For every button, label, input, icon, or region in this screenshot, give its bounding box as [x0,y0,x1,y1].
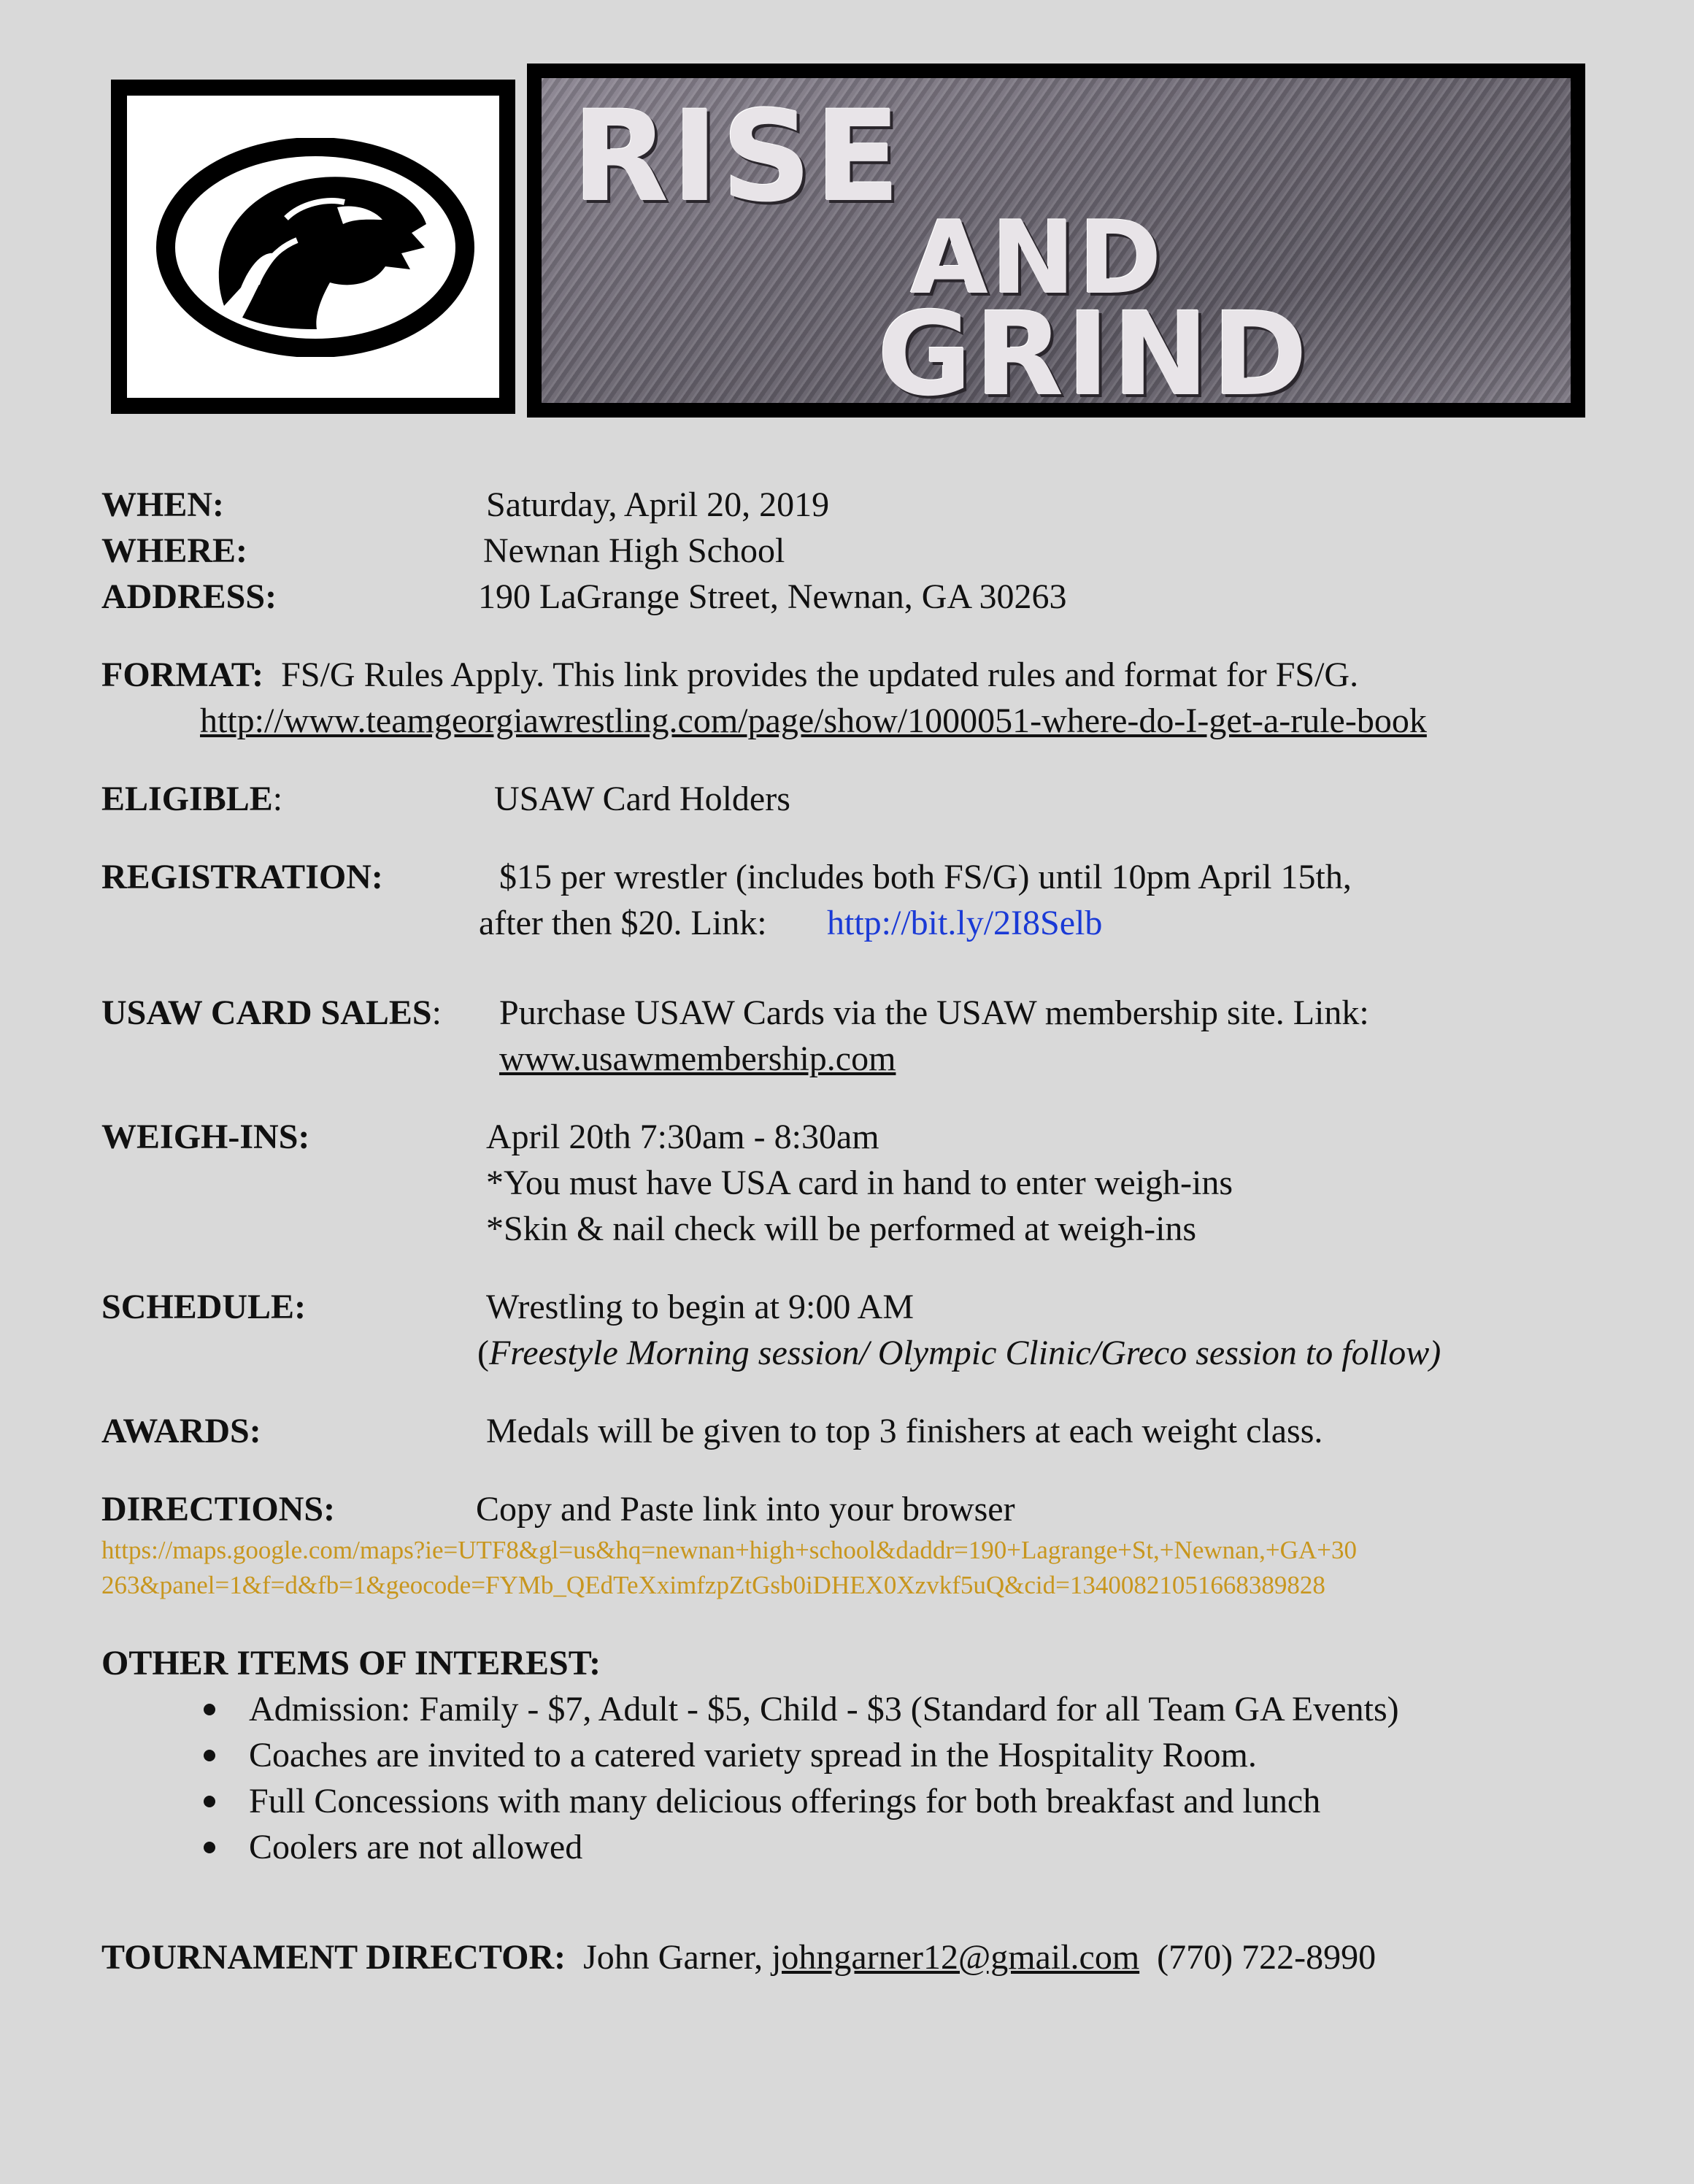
registration-line1: $15 per wrestler (includes both FS/G) until 10pm April 15th, [499,858,1352,896]
director-email[interactable]: johngarner12@gmail.com [771,1938,1140,1977]
panther-logo [111,80,515,414]
where-label: WHERE: [101,531,248,570]
address-label: ADDRESS: [101,577,277,616]
list-item: Admission: Family - $7, Adult - $5, Child - $3 (Standard for all Team GA Events) [249,1690,1399,1729]
directions-value: Copy and Paste link into your browser [476,1490,1015,1529]
director-label: TOURNAMENT DIRECTOR: [101,1938,566,1977]
weigh-ins-line3: *Skin & nail check will be performed at weigh-ins [486,1210,1197,1248]
bullet-icon [204,1796,215,1807]
awards-label: AWARDS: [101,1412,261,1450]
eligible-colon: : [272,780,283,818]
schedule-line1: Wrestling to begin at 9:00 AM [486,1288,915,1326]
weigh-ins-line1: April 20th 7:30am - 8:30am [486,1118,879,1156]
awards-value: Medals will be given to top 3 finishers at each weight class. [486,1412,1323,1450]
eligible-label: ELIGIBLE [101,780,273,818]
schedule-line2: Freestyle Morning session/ Olympic Clinic/Greco session to follow) [488,1334,1441,1372]
banner-and: AND [910,199,1165,317]
format-value: FS/G Rules Apply. This link provides the updated rules and format for FS/G. [281,655,1359,694]
bullet-icon [204,1704,215,1715]
registration-link[interactable]: http://bit.ly/2I8Selb [827,904,1103,942]
eligible-value: USAW Card Holders [494,780,790,818]
other-items-label: OTHER ITEMS OF INTEREST: [101,1644,601,1683]
schedule-paren: ( [477,1334,489,1372]
card-sales-label-row [101,993,442,1032]
list-item: Coolers are not allowed [249,1828,583,1866]
panther-icon [155,138,476,357]
bullet-icon [204,1842,215,1853]
directions-label: DIRECTIONS: [101,1490,336,1529]
format-label: FORMAT: [101,655,264,694]
where-value: Newnan High School [483,531,785,570]
address-value: 190 LaGrange Street, Newnan, GA 30263 [478,577,1067,616]
registration-line2: after then $20. Link: [479,904,767,942]
card-sales-value: Purchase USAW Cards via the USAW membership site. Link: [499,993,1369,1032]
format-row [101,655,1359,694]
schedule-label: SCHEDULE: [101,1288,307,1326]
weigh-ins-line2: *You must have USA card in hand to enter weigh-ins [486,1164,1233,1202]
director-name: John Garner, [583,1938,763,1977]
eligible-label-row [101,782,282,817]
directions-url-line2[interactable]: 263&panel=1&f=d&fb=1&geocode=FYMb_QEdTeXximfzpZtGsb0iDHEX0Xzvkf5uQ&cid=13400821051668389828 [101,1571,1325,1599]
when-label: WHEN: [101,485,224,524]
weigh-ins-label: WEIGH-INS: [101,1118,310,1156]
schedule-line2-row [477,1336,1441,1371]
format-link[interactable]: http://www.teamgeorgiawrestling.com/page/show/1000051-where-do-I-get-a-rule-book [200,701,1427,740]
banner-grind: GRIND [877,288,1311,418]
card-sales-link[interactable]: www.usawmembership.com [499,1039,896,1078]
directions-url-line1[interactable]: https://maps.google.com/maps?ie=UTF8&gl=us&hq=newnan+high+school&daddr=190+Lagrange+St,+Newnan,+GA+30 [101,1536,1357,1564]
registration-label: REGISTRATION: [101,858,383,896]
card-sales-label: USAW CARD SALES [101,993,432,1032]
banner-rise: RISE [572,83,904,230]
director-row [101,1940,1376,1975]
director-phone: (770) 722-8990 [1157,1938,1377,1977]
rise-and-grind-banner [527,64,1585,418]
bullet-icon [204,1750,215,1761]
card-sales-colon: : [431,993,442,1032]
list-item: Full Concessions with many delicious offerings for both breakfast and lunch [249,1782,1321,1820]
list-item: Coaches are invited to a catered variety spread in the Hospitality Room. [249,1736,1257,1774]
when-value: Saturday, April 20, 2019 [486,485,830,524]
